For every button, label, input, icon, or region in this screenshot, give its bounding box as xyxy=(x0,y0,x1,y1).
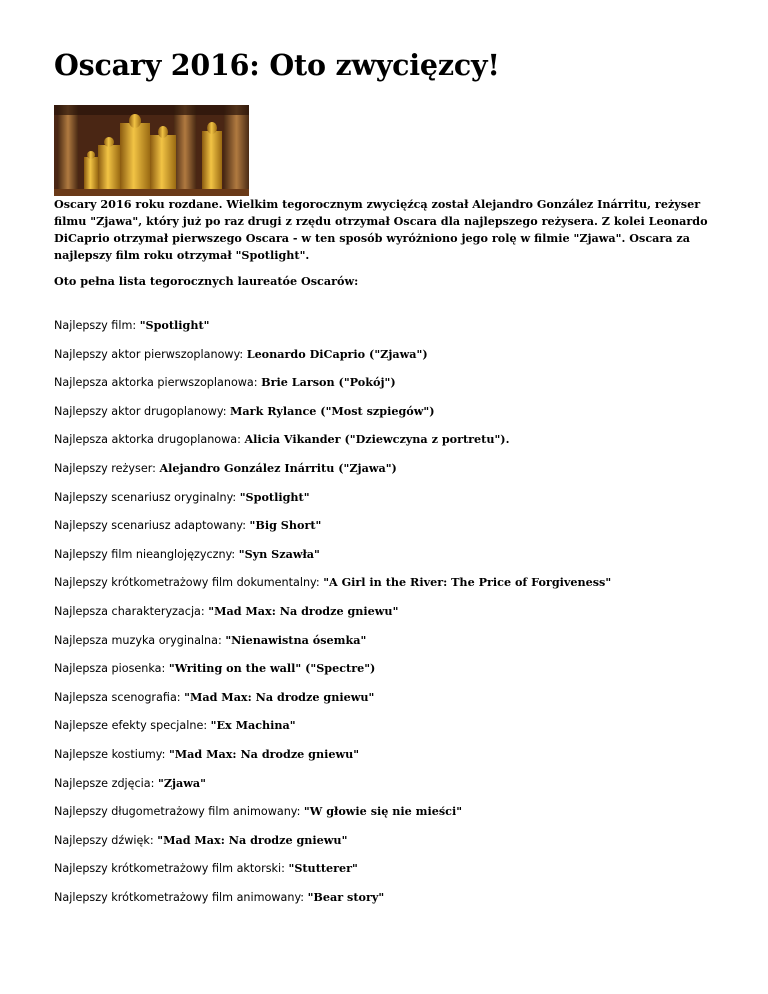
list-item xyxy=(54,889,734,918)
list-item xyxy=(54,803,734,832)
award-category: Najlepszy reżyser: xyxy=(54,461,160,475)
list-item xyxy=(54,317,734,346)
oscar-statues-photo xyxy=(54,105,249,196)
list-item xyxy=(54,460,734,489)
award-winner: "Bear story" xyxy=(307,889,385,904)
award-winner: Brie Larson ("Pokój") xyxy=(261,375,396,390)
award-category: Najlepszy krótkometrażowy film aktorski: xyxy=(54,862,289,876)
award-category: Najlepszy scenariusz adaptowany: xyxy=(54,519,250,533)
award-category: Najlepsza aktorka pierwszoplanowa: xyxy=(54,376,262,390)
list-item xyxy=(54,517,734,546)
award-winner: "Mad Max: Na drodze gniewu" xyxy=(184,689,375,704)
list-item xyxy=(54,489,734,518)
award-winner: Mark Rylance ("Most szpiegów") xyxy=(230,403,435,418)
list-item xyxy=(54,431,734,460)
list-item xyxy=(54,717,734,746)
award-category: Najlepszy aktor pierwszoplanowy: xyxy=(54,347,247,361)
list-heading: Oto pełna lista tegorocznych laureatóe Oscarów: xyxy=(54,274,359,288)
award-winner: "Syn Szawła" xyxy=(238,546,320,561)
list-item xyxy=(54,546,734,575)
award-winner: "Spotlight" xyxy=(139,318,210,332)
award-winner: "Ex Machina" xyxy=(210,718,296,733)
page-title: Oscary 2016: Oto zwycięzcy! xyxy=(54,48,500,82)
list-item xyxy=(54,374,734,403)
award-winner: "Mad Max: Na drodze gniewu" xyxy=(168,746,360,761)
award-category: Najlepsza charakteryzacja: xyxy=(54,604,209,618)
award-winner: "Stutterer" xyxy=(288,861,358,876)
award-category: Najlepszy scenariusz oryginalny: xyxy=(54,490,240,504)
list-item xyxy=(54,689,734,718)
list-item xyxy=(54,574,734,603)
award-winner: Alejandro González Inárritu ("Zjawa") xyxy=(159,460,397,475)
award-category: Najlepszy krótkometrażowy film dokumentalny: xyxy=(54,576,324,590)
award-category: Najlepszy film nieanglojęzyczny: xyxy=(54,547,239,561)
award-category: Najlepsze kostiumy: xyxy=(54,747,169,761)
award-category: Najlepsze efekty specjalne: xyxy=(54,719,211,733)
award-category: Najlepszy dźwięk: xyxy=(54,833,158,847)
award-category: Najlepsza aktorka drugoplanowa: xyxy=(54,433,245,447)
award-winner: Alicia Vikander ("Dziewczyna z portretu"). xyxy=(244,432,510,447)
award-category: Najlepszy aktor drugoplanowy: xyxy=(54,404,231,418)
award-winner: "Big Short" xyxy=(249,518,322,533)
list-item xyxy=(54,603,734,632)
award-winner: "Zjawa" xyxy=(157,775,206,790)
award-winner: "Mad Max: Na drodze gniewu" xyxy=(157,832,348,847)
award-category: Najlepszy film: xyxy=(54,319,140,332)
award-winner: "A Girl in the River: The Price of Forgiveness" xyxy=(323,575,612,590)
winners-list xyxy=(54,317,734,917)
list-item xyxy=(54,775,734,804)
list-item xyxy=(54,632,734,661)
award-category: Najlepszy krótkometrażowy film animowany: xyxy=(54,890,308,904)
list-item xyxy=(54,746,734,775)
list-item xyxy=(54,660,734,689)
list-item xyxy=(54,346,734,375)
list-item xyxy=(54,832,734,861)
list-item xyxy=(54,860,734,889)
list-item xyxy=(54,403,734,432)
award-winner: "Spotlight" xyxy=(239,489,310,504)
award-winner: "Writing on the wall" ("Spectre") xyxy=(168,661,376,676)
award-winner: "Nienawistna ósemka" xyxy=(225,632,367,647)
award-winner: "Mad Max: Na drodze gniewu" xyxy=(208,603,399,618)
award-winner: Leonardo DiCaprio ("Zjawa") xyxy=(246,346,428,361)
award-winner: "W głowie się nie mieści" xyxy=(303,804,463,819)
article-intro: Oscary 2016 roku rozdane. Wielkim tegorocznym zwycięźcą został Alejandro González Inárritu, reżyser filmu "Zjawa", który już po raz drugi z rzędu otrzymał Oscara dla najlepszego reżysera. Z kolei Leonardo DiCaprio otrzymał pierwszego Oscara - w ten sposób wyróżniono jego rolę w filmie "Zjawa". Oscara za najlepszy film roku otrzymał "Spotlight". xyxy=(54,197,708,262)
award-category: Najlepsza scenografia: xyxy=(54,690,185,704)
award-category: Najlepszy długometrażowy film animowany: xyxy=(54,805,304,819)
award-category: Najlepsza muzyka oryginalna: xyxy=(54,633,226,647)
award-category: Najlepsze zdjęcia: xyxy=(54,776,158,790)
award-category: Najlepsza piosenka: xyxy=(54,662,169,676)
